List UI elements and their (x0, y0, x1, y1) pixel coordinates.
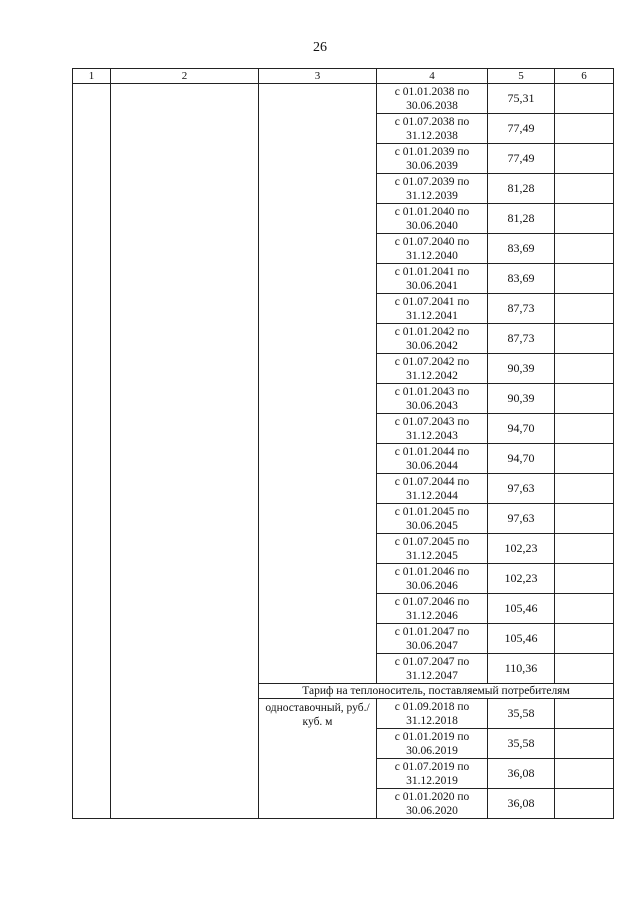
period-text: с 01.07.2043 по 31.12.2043 (394, 415, 470, 442)
period-text: с 01.01.2044 по 30.06.2044 (394, 445, 470, 472)
period-text: с 01.07.2047 по 31.12.2047 (394, 655, 470, 682)
value-cell: 102,23 (488, 564, 555, 594)
period-text: с 01.07.2045 по 31.12.2045 (394, 535, 470, 562)
value-cell: 81,28 (488, 204, 555, 234)
value-cell: 83,69 (488, 234, 555, 264)
period-cell (377, 729, 488, 759)
tariff-table (72, 68, 614, 819)
header-cell: 3 (259, 69, 377, 84)
empty-cell (555, 504, 614, 534)
empty-cell (555, 564, 614, 594)
value-cell: 97,63 (488, 504, 555, 534)
period-text: с 01.07.2041 по 31.12.2041 (394, 295, 470, 322)
empty-cell (555, 789, 614, 819)
empty-cell (555, 729, 614, 759)
header-cell: 1 (73, 69, 111, 84)
value-cell: 105,46 (488, 624, 555, 654)
period-text: с 01.01.2042 по 30.06.2042 (394, 325, 470, 352)
value-cell: 83,69 (488, 264, 555, 294)
period-text: с 01.01.2046 по 30.06.2046 (394, 565, 470, 592)
period-cell (377, 144, 488, 174)
period-cell (377, 654, 488, 684)
period-cell (377, 354, 488, 384)
period-text: с 01.07.2019 по 31.12.2019 (394, 760, 470, 787)
value-cell: 35,58 (488, 699, 555, 729)
empty-cell (555, 384, 614, 414)
period-text: с 01.01.2039 по 30.06.2039 (394, 145, 470, 172)
header-row (73, 69, 614, 84)
header-cell: 4 (377, 69, 488, 84)
value-cell: 102,23 (488, 534, 555, 564)
value-cell: 94,70 (488, 414, 555, 444)
empty-cell (555, 759, 614, 789)
period-text: с 01.07.2038 по 31.12.2038 (394, 115, 470, 142)
period-cell (377, 594, 488, 624)
value-cell: 90,39 (488, 354, 555, 384)
period-cell (377, 444, 488, 474)
period-cell (377, 204, 488, 234)
empty-cell (555, 654, 614, 684)
empty-cell (555, 624, 614, 654)
header-cell: 6 (555, 69, 614, 84)
value-cell: 105,46 (488, 594, 555, 624)
empty-cell (555, 354, 614, 384)
period-cell (377, 789, 488, 819)
empty-cell (555, 204, 614, 234)
period-cell (377, 474, 488, 504)
period-text: с 01.01.2041 по 30.06.2041 (394, 265, 470, 292)
empty-cell (555, 594, 614, 624)
col1-merged-cell (73, 84, 111, 819)
period-cell (377, 699, 488, 729)
empty-cell (555, 294, 614, 324)
tariff-param-cell: одноставочный, руб./куб. м (259, 699, 377, 819)
empty-cell (555, 414, 614, 444)
value-cell: 87,73 (488, 294, 555, 324)
page-number: 26 (313, 40, 327, 55)
value-cell: 77,49 (488, 114, 555, 144)
empty-cell (555, 534, 614, 564)
value-cell: 87,73 (488, 324, 555, 354)
period-text: с 01.07.2046 по 31.12.2046 (394, 595, 470, 622)
period-text: с 01.07.2042 по 31.12.2042 (394, 355, 470, 382)
period-cell (377, 384, 488, 414)
empty-cell (555, 324, 614, 354)
period-cell (377, 234, 488, 264)
value-cell: 77,49 (488, 144, 555, 174)
value-cell: 110,36 (488, 654, 555, 684)
value-cell: 94,70 (488, 444, 555, 474)
value-cell: 81,28 (488, 174, 555, 204)
empty-cell (555, 474, 614, 504)
header-cell: 2 (111, 69, 259, 84)
period-text: с 01.01.2047 по 30.06.2047 (394, 625, 470, 652)
period-cell (377, 294, 488, 324)
empty-cell (555, 144, 614, 174)
empty-cell (555, 84, 614, 114)
section-title: Тариф на теплоноситель, поставляемый потребителям (259, 684, 614, 699)
period-text: с 01.07.2039 по 31.12.2039 (394, 175, 470, 202)
period-text: с 01.01.2045 по 30.06.2045 (394, 505, 470, 532)
empty-cell (555, 174, 614, 204)
col3-merged-cell (259, 84, 377, 684)
period-cell (377, 114, 488, 144)
period-cell (377, 624, 488, 654)
period-text: с 01.01.2019 по 30.06.2019 (394, 730, 470, 757)
period-text: с 01.07.2040 по 31.12.2040 (394, 235, 470, 262)
empty-cell (555, 264, 614, 294)
value-cell: 35,58 (488, 729, 555, 759)
period-cell (377, 534, 488, 564)
empty-cell (555, 114, 614, 144)
header-cell: 5 (488, 69, 555, 84)
period-cell (377, 174, 488, 204)
period-cell (377, 504, 488, 534)
value-cell: 90,39 (488, 384, 555, 414)
period-cell (377, 564, 488, 594)
value-cell: 36,08 (488, 789, 555, 819)
period-text: с 01.07.2044 по 31.12.2044 (394, 475, 470, 502)
empty-cell (555, 699, 614, 729)
col2-merged-cell (111, 84, 259, 819)
value-cell: 75,31 (488, 84, 555, 114)
table-row (73, 84, 614, 114)
period-text: с 01.01.2038 по 30.06.2038 (394, 85, 470, 112)
period-text: с 01.01.2043 по 30.06.2043 (394, 385, 470, 412)
period-cell (377, 264, 488, 294)
period-text: с 01.09.2018 по 31.12.2018 (394, 700, 470, 727)
value-cell: 36,08 (488, 759, 555, 789)
period-cell (377, 759, 488, 789)
empty-cell (555, 234, 614, 264)
empty-cell (555, 444, 614, 474)
period-text: с 01.01.2020 по 30.06.2020 (394, 790, 470, 817)
period-cell (377, 324, 488, 354)
period-text: с 01.01.2040 по 30.06.2040 (394, 205, 470, 232)
value-cell: 97,63 (488, 474, 555, 504)
period-cell (377, 84, 488, 114)
period-cell (377, 414, 488, 444)
